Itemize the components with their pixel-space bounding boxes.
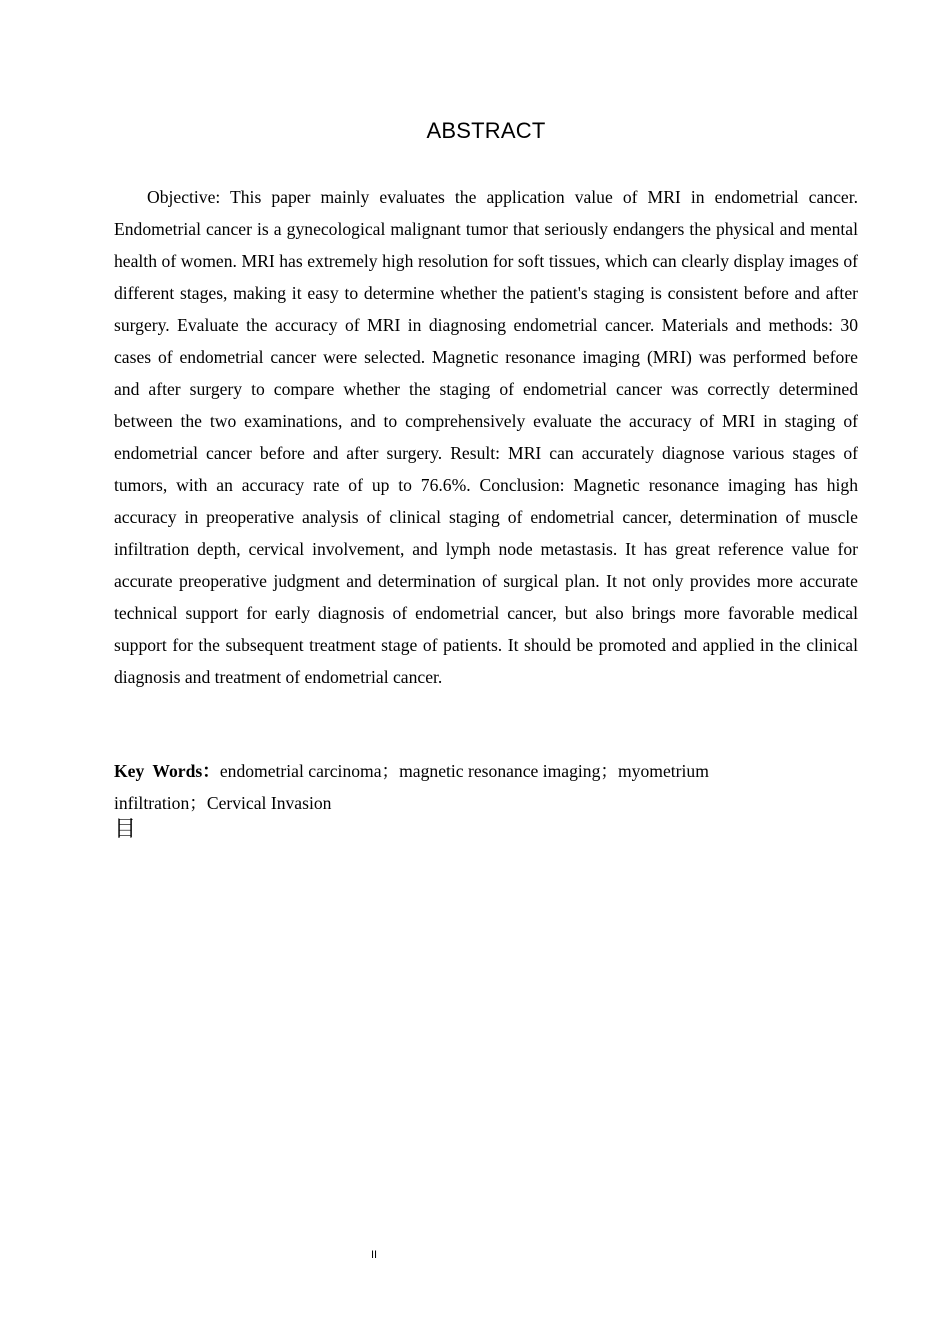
abstract-paragraph: Objective: This paper mainly evaluates the application value of MRI in endometrial cancer. Endometrial cancer is a gynecological malignant tumor that seriously endangers the physical and mental health of women. MRI has extremely high resolution for soft tissues, which can clearly display images of different stages, making it easy to determine whether the patient's staging is consistent before and after surgery. Evaluate the accuracy of MRI in diagnosing endometrial cancer. Materials and methods: 30 cases of endometrial cancer were selected. Magnetic resonance imaging (MRI) was performed before and after surgery to compare whether the staging of endometrial cancer was correctly determined between the two examinations, and to comprehensively evaluate the accuracy of MRI in staging of endometrial cancer before and after surgery. Result: MRI can accurately diagnose various stages of tumors, with an accuracy rate of up to 76.6%. Conclusion: Magnetic resonance imaging has high accuracy in preoperative analysis of clinical staging of endometrial cancer, determination of muscle infiltration depth, cervical involvement, and lymph node metastasis. It has great reference value for accurate preoperative judgment and determination of surgical plan. It not only provides more accurate technical support for early diagnosis of endometrial cancer, but also brings more favorable medical support for the subsequent treatment stage of patients. It should be promoted and applied in the clinical diagnosis and treatment of endometrial cancer.	[114, 187, 858, 687]
page-number: II	[371, 1249, 378, 1261]
keywords-line	[114, 755, 794, 819]
keywords-separator: ：	[202, 761, 220, 781]
keywords-text: endometrial carcinoma；magnetic resonance imaging；myometrium infiltration；Cervical Invasion	[114, 761, 709, 813]
abstract-heading: ABSTRACT	[426, 118, 546, 143]
keywords-label: Key Words	[114, 761, 203, 781]
toc-heading-fragment: 目	[114, 817, 137, 842]
